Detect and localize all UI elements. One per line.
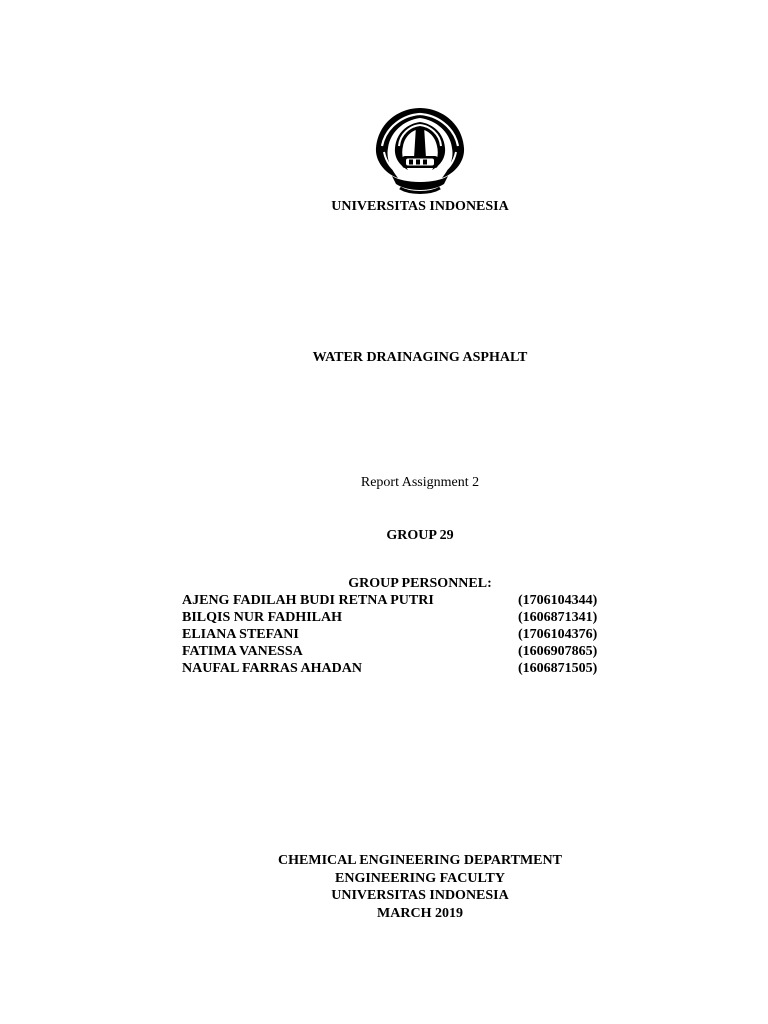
member-row xyxy=(182,609,612,626)
member-id: (1606871341) xyxy=(518,610,598,625)
assignment-label: Report Assignment 2 xyxy=(360,475,480,490)
faculty-name: ENGINEERING FACULTY xyxy=(335,870,505,886)
member-name: NAUFAL FARRAS AHADAN xyxy=(182,661,362,676)
report-date: MARCH 2019 xyxy=(377,905,463,921)
department-name: CHEMICAL ENGINEERING DEPARTMENT xyxy=(278,853,562,868)
member-row xyxy=(182,626,612,643)
member-id: (1706104376) xyxy=(518,627,598,642)
makara-logo-icon xyxy=(370,104,470,196)
personnel-heading: GROUP PERSONNEL: xyxy=(348,576,492,591)
member-row xyxy=(182,592,612,609)
member-id: (1606871505) xyxy=(518,661,598,676)
member-row xyxy=(182,643,612,660)
group-number: GROUP 29 xyxy=(386,528,454,543)
report-title: WATER DRAINAGING ASPHALT xyxy=(312,350,528,365)
footer-university-name: UNIVERSITAS INDONESIA xyxy=(331,888,509,903)
member-name: AJENG FADILAH BUDI RETNA PUTRI xyxy=(182,593,434,608)
member-name: FATIMA VANESSA xyxy=(182,644,303,659)
member-name: BILQIS NUR FADHILAH xyxy=(182,610,342,625)
member-id: (1706104344) xyxy=(518,593,598,608)
footer-block xyxy=(0,852,768,922)
member-id: (1606907865) xyxy=(518,644,598,659)
university-name: UNIVERSITAS INDONESIA xyxy=(331,199,509,214)
member-row xyxy=(182,660,612,677)
member-name: ELIANA STEFANI xyxy=(182,627,299,642)
member-list xyxy=(182,592,612,677)
